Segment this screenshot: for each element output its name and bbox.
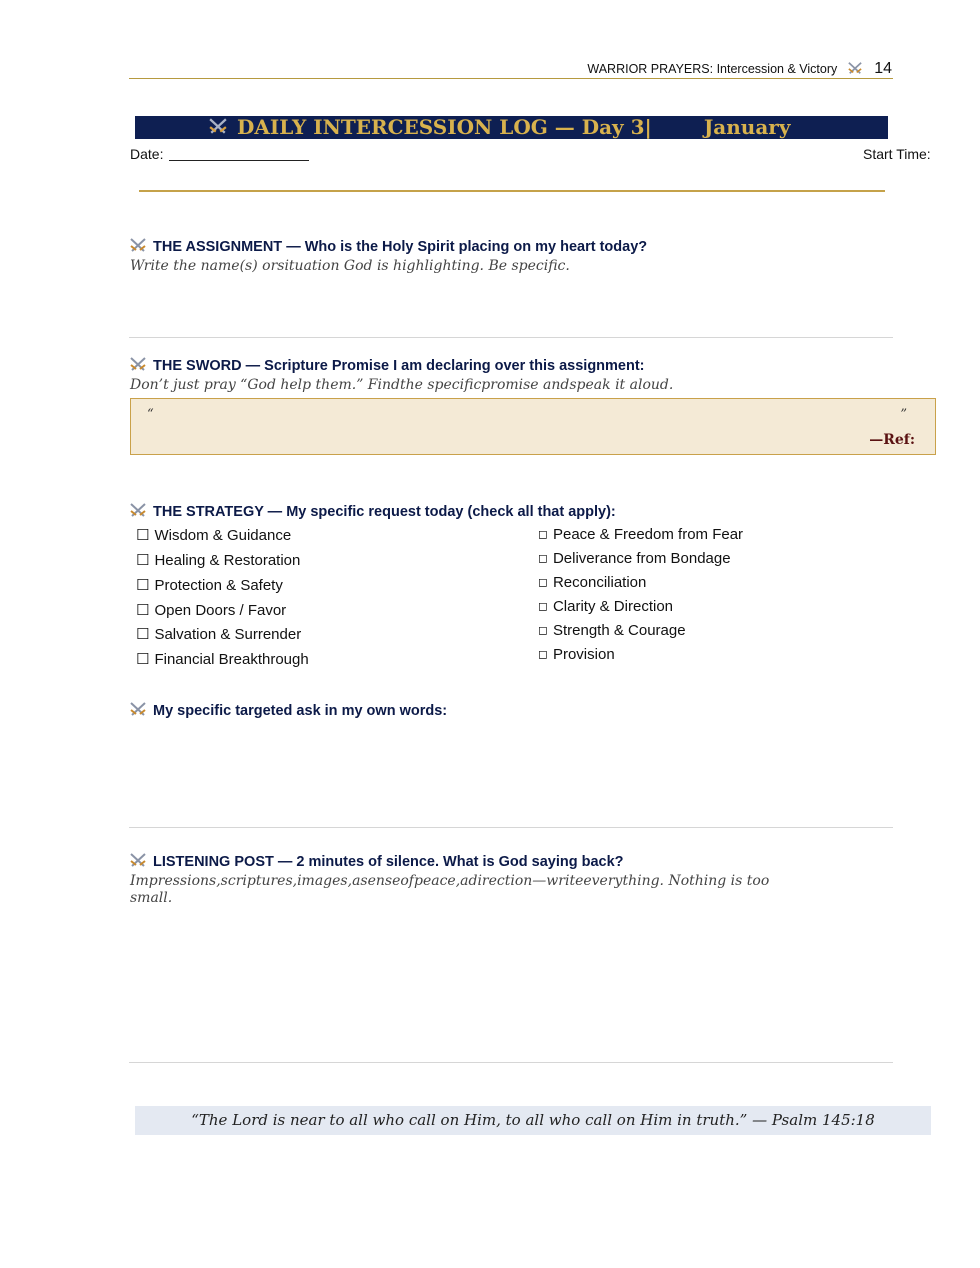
checkbox-icon[interactable]: ◻ bbox=[538, 623, 548, 637]
section-divider bbox=[129, 337, 893, 338]
checkbox-icon[interactable]: ☐ bbox=[136, 527, 150, 544]
checkbox-icon[interactable]: ☐ bbox=[136, 651, 150, 668]
sword-heading: THE SWORD — Scripture Promise I am declaring over this assignment: bbox=[129, 356, 645, 374]
checkbox-item[interactable]: ☐ Financial Breakthrough bbox=[136, 651, 309, 668]
scripture-entry-box[interactable] bbox=[130, 398, 936, 455]
listening-subtext-line1: Impressions,scriptures,images,asenseofpeace,adirection—writeeverything. Nothing is too bbox=[130, 873, 770, 889]
title-band bbox=[135, 116, 888, 139]
title-month: January bbox=[703, 115, 791, 139]
checkbox-icon[interactable]: ☐ bbox=[136, 602, 150, 619]
listening-subtext-line2: small. bbox=[130, 890, 173, 906]
targeted-ask-heading: My specific targeted ask in my own words: bbox=[129, 701, 447, 719]
crossed-swords-icon bbox=[847, 61, 863, 75]
checkbox-item[interactable]: ☐ Healing & Restoration bbox=[136, 552, 301, 569]
running-title: WARRIOR PRAYERS: Intercession & Victory bbox=[587, 62, 838, 76]
checkbox-item[interactable]: ☐ Open Doors / Favor bbox=[136, 602, 287, 619]
section-divider bbox=[129, 1062, 893, 1063]
reference-label: —Ref: bbox=[869, 432, 915, 448]
checkbox-item[interactable]: ☐ Wisdom & Guidance bbox=[136, 527, 292, 544]
sword-subtext: Don’t just pray “God help them.” Findthe specificpromise andspeak it aloud. bbox=[130, 377, 674, 393]
crossed-swords-icon bbox=[129, 502, 147, 518]
checkbox-item[interactable]: ☐ Salvation & Surrender bbox=[136, 626, 302, 643]
checkbox-icon[interactable]: ◻ bbox=[538, 575, 548, 589]
listening-heading: LISTENING POST — 2 minutes of silence. What is God saying back? bbox=[129, 852, 624, 870]
checkbox-item[interactable]: ◻ Reconciliation bbox=[538, 574, 647, 591]
gold-divider bbox=[139, 190, 885, 192]
header-rule bbox=[129, 78, 893, 79]
quote-close: ” bbox=[900, 407, 907, 422]
date-label: Date: bbox=[130, 146, 164, 162]
checkbox-item[interactable]: ◻ Strength & Courage bbox=[538, 622, 686, 639]
quote-open: “ bbox=[147, 407, 154, 422]
crossed-swords-icon bbox=[129, 237, 147, 253]
crossed-swords-icon bbox=[207, 117, 229, 135]
checkbox-icon[interactable]: ◻ bbox=[538, 551, 548, 565]
strategy-heading: THE STRATEGY — My specific request today (check all that apply): bbox=[129, 502, 616, 520]
footer-verse: “The Lord is near to all who call on Him, to all who call on Him in truth.” — Psalm 145:18 bbox=[135, 1106, 931, 1135]
checkbox-icon[interactable]: ☐ bbox=[136, 552, 150, 569]
crossed-swords-icon bbox=[129, 356, 147, 372]
page-title: DAILY INTERCESSION LOG — Day 3| bbox=[237, 115, 652, 139]
running-header bbox=[587, 60, 892, 78]
page-number: 14 bbox=[874, 60, 892, 77]
assignment-subtext: Write the name(s) orsituation God is highlighting. Be specific. bbox=[130, 258, 570, 274]
crossed-swords-icon bbox=[129, 701, 147, 717]
date-input-line[interactable] bbox=[169, 148, 309, 161]
checkbox-icon[interactable]: ◻ bbox=[538, 647, 548, 661]
checkbox-icon[interactable]: ☐ bbox=[136, 577, 150, 594]
section-divider bbox=[129, 827, 893, 828]
checkbox-item[interactable]: ◻ Clarity & Direction bbox=[538, 598, 673, 615]
checkbox-icon[interactable]: ◻ bbox=[538, 599, 548, 613]
checkbox-icon[interactable]: ◻ bbox=[538, 527, 548, 541]
date-field bbox=[130, 146, 309, 162]
start-time-label: Start Time: bbox=[863, 146, 931, 162]
checkbox-item[interactable]: ◻ Provision bbox=[538, 646, 615, 663]
assignment-heading: THE ASSIGNMENT — Who is the Holy Spirit placing on my heart today? bbox=[129, 237, 647, 255]
checkbox-item[interactable]: ◻ Peace & Freedom from Fear bbox=[538, 526, 744, 543]
checkbox-item[interactable]: ☐ Protection & Safety bbox=[136, 577, 283, 594]
crossed-swords-icon bbox=[129, 852, 147, 868]
checkbox-item[interactable]: ◻ Deliverance from Bondage bbox=[538, 550, 731, 567]
checkbox-icon[interactable]: ☐ bbox=[136, 626, 150, 643]
